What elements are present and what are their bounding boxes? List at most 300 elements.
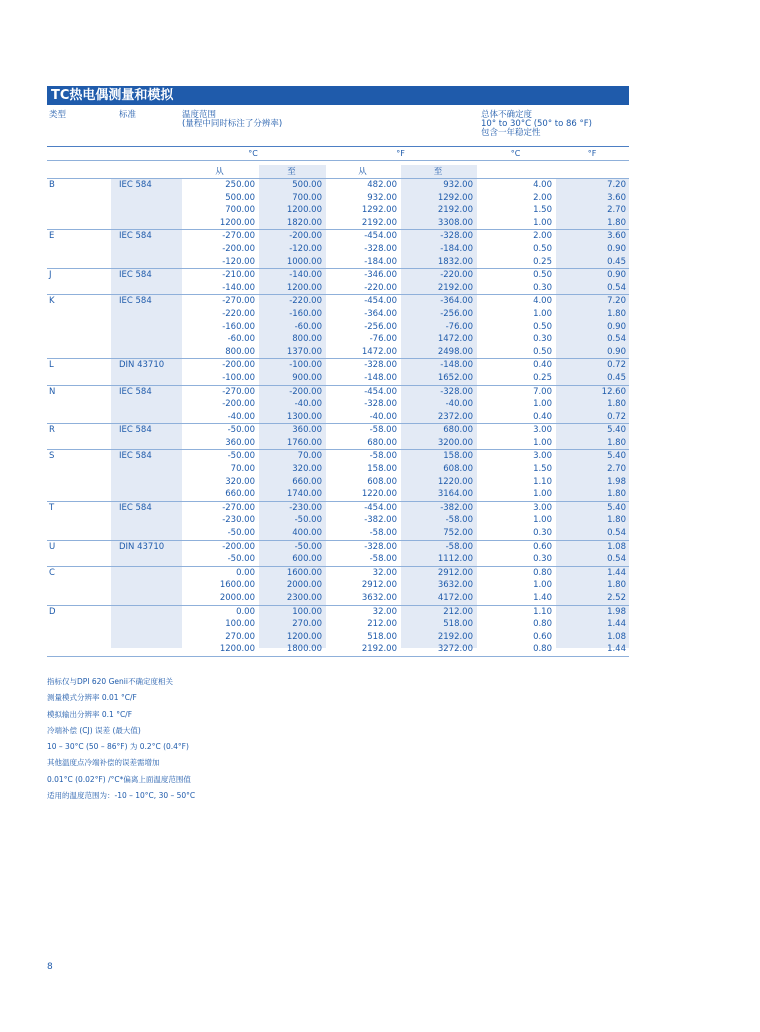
cell-unc-c: 0.60 xyxy=(533,631,552,642)
cell-unc-c: 1.50 xyxy=(533,464,552,475)
cell-f-from: 158.00 xyxy=(367,464,397,475)
table-row xyxy=(47,553,629,566)
page-number: 8 xyxy=(47,962,53,972)
cell-f-to: 2498.00 xyxy=(437,346,473,357)
table-row xyxy=(47,333,629,346)
cell-type: U xyxy=(47,540,111,553)
cell-f-from: -454.00 xyxy=(325,501,400,514)
cell-type xyxy=(47,243,111,256)
cell-unc-f: 1.80 xyxy=(607,308,626,319)
cell-unc-f: 1.98 xyxy=(555,605,629,618)
cell-c-to: -200.00 xyxy=(258,385,325,398)
cell-unc-c: 3.00 xyxy=(476,450,555,463)
cell-f-to: -148.00 xyxy=(400,359,476,372)
cell-f-from: 1472.00 xyxy=(361,346,397,357)
cell-c-from: 1200.00 xyxy=(181,643,258,656)
table-row xyxy=(47,308,629,321)
cell-f-to: 2912.00 xyxy=(400,566,476,579)
table-row xyxy=(47,217,629,230)
cell-unc-f: 1.44 xyxy=(607,619,626,630)
table-row xyxy=(47,476,629,489)
table-row xyxy=(47,527,629,540)
cell-type: B xyxy=(47,179,111,192)
cell-f-from: 1292.00 xyxy=(361,205,397,216)
cell-unc-f: 0.72 xyxy=(555,359,629,372)
cell-f-from: -58.00 xyxy=(325,450,400,463)
note-line: 冷端补偿 (CJ) 误差 (最大值) xyxy=(47,725,141,735)
cell-f-from: -76.00 xyxy=(369,334,397,345)
cell-c-from: 250.00 xyxy=(181,179,258,192)
cell-unc-f: 5.40 xyxy=(555,450,629,463)
cell-c-to: 360.00 xyxy=(258,424,325,437)
note-line: 模拟输出分辨率 0.1 °C/F xyxy=(47,709,133,719)
table-row xyxy=(47,514,629,527)
cell-f-to: -256.00 xyxy=(440,308,473,319)
cell-standard xyxy=(111,256,181,269)
cell-type xyxy=(47,476,111,489)
cell-standard: IEC 584 xyxy=(111,295,181,308)
table-row xyxy=(47,411,629,424)
cell-c-to: 1200.00 xyxy=(286,282,322,293)
cell-c-to: 2300.00 xyxy=(286,593,322,603)
cell-type xyxy=(47,437,111,450)
cell-f-to: -382.00 xyxy=(400,501,476,514)
table-row xyxy=(47,346,629,359)
table-row xyxy=(47,631,629,644)
cell-f-to: 608.00 xyxy=(443,464,473,475)
cell-c-to: 1200.00 xyxy=(286,631,322,642)
cell-type xyxy=(47,592,111,605)
cell-f-to: 2192.00 xyxy=(437,282,473,293)
cell-type: R xyxy=(47,424,111,437)
cell-unc-c: 4.00 xyxy=(476,295,555,308)
cell-f-from: -58.00 xyxy=(369,554,397,565)
cell-unc-c: 0.50 xyxy=(533,346,552,357)
cell-unc-c: 1.00 xyxy=(533,489,552,500)
cell-unc-c: 0.50 xyxy=(476,269,555,282)
cell-f-from: -328.00 xyxy=(364,399,397,410)
cell-c-to: -200.00 xyxy=(258,230,325,243)
cell-unc-f: 0.54 xyxy=(607,554,626,565)
cell-standard xyxy=(111,308,181,321)
header-range-note: (量程中同时标注了分辨率) xyxy=(182,119,283,129)
cell-c-to: -220.00 xyxy=(258,295,325,308)
cell-c-from: 2000.00 xyxy=(219,593,255,603)
cell-unc-f: 1.08 xyxy=(555,540,629,553)
cell-unc-f: 1.80 xyxy=(607,437,626,448)
cell-f-to: 1832.00 xyxy=(437,256,473,267)
cell-c-from: 500.00 xyxy=(225,192,255,203)
table-row xyxy=(47,230,629,243)
cell-standard: IEC 584 xyxy=(111,269,181,282)
cell-f-from: -454.00 xyxy=(325,230,400,243)
cell-c-from: 100.00 xyxy=(225,619,255,630)
cell-unc-f: 12.60 xyxy=(555,385,629,398)
cell-c-from: 320.00 xyxy=(225,476,255,487)
table-row xyxy=(47,243,629,256)
cell-c-from: -200.00 xyxy=(181,359,258,372)
cell-c-from: -50.00 xyxy=(181,450,258,463)
cell-standard xyxy=(111,333,181,346)
cell-f-to: 1112.00 xyxy=(437,554,473,565)
table-row xyxy=(47,179,629,192)
cell-unc-c: 1.00 xyxy=(533,437,552,448)
cell-type: D xyxy=(47,605,111,618)
header-unc-stability: 包含一年稳定性 xyxy=(481,128,541,138)
unit-unc-c-label: °C xyxy=(510,148,521,158)
note-line: 其他温度点冷端补偿的误差需增加 xyxy=(47,758,160,768)
cell-standard xyxy=(111,243,181,256)
table-row xyxy=(47,540,629,553)
cell-c-from: -50.00 xyxy=(227,554,255,565)
cell-c-to: 660.00 xyxy=(292,476,322,487)
table-row xyxy=(47,321,629,334)
cell-type xyxy=(47,618,111,631)
table-row xyxy=(47,592,629,605)
cell-c-from: 1200.00 xyxy=(219,217,255,228)
cell-standard xyxy=(111,643,181,656)
cell-c-to: -50.00 xyxy=(258,540,325,553)
cell-f-to: 752.00 xyxy=(443,528,473,539)
cell-unc-c: 0.80 xyxy=(533,619,552,630)
cell-standard xyxy=(111,605,181,618)
cell-type xyxy=(47,631,111,644)
cell-unc-f: 1.80 xyxy=(607,489,626,500)
table-row xyxy=(47,463,629,476)
note-line: 适用的温度范围为：-10 – 10°C, 30 – 50°C xyxy=(47,791,196,801)
cell-unc-c: 0.30 xyxy=(533,334,552,345)
cell-unc-f: 7.20 xyxy=(555,295,629,308)
table-row xyxy=(47,295,629,308)
to-f-label: 至 xyxy=(433,167,443,177)
cell-c-to: 1800.00 xyxy=(258,643,325,656)
cell-unc-c: 0.50 xyxy=(533,243,552,254)
table-row xyxy=(47,437,629,450)
unit-header-row xyxy=(47,147,629,159)
cell-standard: IEC 584 xyxy=(111,501,181,514)
cell-f-to: 3200.00 xyxy=(437,437,473,448)
cell-unc-f: 0.54 xyxy=(607,528,626,539)
cell-c-from: -160.00 xyxy=(222,321,255,332)
cell-c-to: 1760.00 xyxy=(286,437,322,448)
cell-f-from: 608.00 xyxy=(367,476,397,487)
cell-c-to: 2000.00 xyxy=(286,580,322,591)
cell-type xyxy=(47,217,111,230)
cell-type xyxy=(47,333,111,346)
header-temperature-range xyxy=(182,111,282,129)
cell-c-to: -120.00 xyxy=(289,243,322,254)
cell-standard: IEC 584 xyxy=(111,450,181,463)
cell-standard xyxy=(111,398,181,411)
table-row xyxy=(47,204,629,217)
cell-unc-c: 0.50 xyxy=(533,321,552,332)
cell-f-to: -58.00 xyxy=(445,515,473,526)
cell-c-to: -230.00 xyxy=(258,501,325,514)
cell-unc-f: 0.90 xyxy=(607,346,626,357)
cell-f-to: 680.00 xyxy=(400,424,476,437)
cell-c-to: 500.00 xyxy=(258,179,325,192)
cell-unc-f: 0.90 xyxy=(555,269,629,282)
cell-f-to: 2192.00 xyxy=(437,631,473,642)
cell-c-from: -40.00 xyxy=(227,411,255,422)
cell-unc-f: 5.40 xyxy=(555,501,629,514)
cell-unc-c: 1.00 xyxy=(533,515,552,526)
cell-unc-f: 0.90 xyxy=(607,243,626,254)
cell-c-from: 0.00 xyxy=(181,566,258,579)
unit-f-label: °F xyxy=(396,148,405,158)
cell-f-from: -256.00 xyxy=(364,321,397,332)
cell-unc-c: 0.25 xyxy=(533,256,552,267)
cell-unc-c: 0.30 xyxy=(533,528,552,539)
cell-unc-c: 1.10 xyxy=(476,605,555,618)
cell-f-from: -40.00 xyxy=(369,411,397,422)
table-row xyxy=(47,256,629,269)
from-f-label: 从 xyxy=(358,167,367,177)
cell-c-to: 1300.00 xyxy=(286,411,322,422)
cell-f-to: 3308.00 xyxy=(437,217,473,228)
cell-standard xyxy=(111,553,181,566)
cell-type xyxy=(47,463,111,476)
cell-unc-f: 0.54 xyxy=(607,334,626,345)
cell-type: E xyxy=(47,230,111,243)
cell-c-from: 70.00 xyxy=(230,464,255,475)
cell-f-from: 2192.00 xyxy=(325,643,400,656)
to-c-label: 至 xyxy=(287,167,296,177)
cell-c-to: 800.00 xyxy=(292,334,322,345)
cell-unc-f: 0.90 xyxy=(607,321,626,332)
cell-f-from: -58.00 xyxy=(325,424,400,437)
cell-unc-c: 1.50 xyxy=(533,205,552,216)
cell-unc-c: 2.00 xyxy=(476,230,555,243)
cell-c-from: -270.00 xyxy=(181,385,258,398)
cell-f-to: 518.00 xyxy=(443,619,473,630)
cell-c-from: 700.00 xyxy=(225,205,255,216)
cell-standard xyxy=(111,527,181,540)
header-uncertainty xyxy=(481,111,592,138)
cell-type xyxy=(47,256,111,269)
cell-f-to: 932.00 xyxy=(400,179,476,192)
cell-unc-f: 2.70 xyxy=(607,205,626,216)
cell-type: J xyxy=(47,269,111,282)
cell-f-to: 2192.00 xyxy=(437,205,473,216)
table-row xyxy=(47,488,629,501)
cell-unc-c: 0.40 xyxy=(533,411,552,422)
cell-type xyxy=(47,411,111,424)
cell-type xyxy=(47,488,111,501)
cell-f-from: 932.00 xyxy=(367,192,397,203)
table-row xyxy=(47,282,629,295)
cell-c-from: -200.00 xyxy=(222,399,255,410)
cell-f-to: 1220.00 xyxy=(437,476,473,487)
cell-type: N xyxy=(47,385,111,398)
cell-f-to: 158.00 xyxy=(400,450,476,463)
cell-unc-f: 0.45 xyxy=(607,256,626,267)
cell-standard xyxy=(111,631,181,644)
cell-c-from: -60.00 xyxy=(227,334,255,345)
cell-c-to: 1200.00 xyxy=(286,205,322,216)
note-line: 测量模式分辨率 0.01 °C/F xyxy=(47,693,137,703)
cell-standard xyxy=(111,411,181,424)
cell-c-to: -50.00 xyxy=(294,515,322,526)
table-row xyxy=(47,398,629,411)
cell-standard: IEC 584 xyxy=(111,424,181,437)
cell-unc-f: 0.54 xyxy=(607,282,626,293)
cell-f-to: 1652.00 xyxy=(437,372,473,383)
cell-standard xyxy=(111,514,181,527)
cell-c-to: -60.00 xyxy=(294,321,322,332)
cell-unc-c: 0.40 xyxy=(476,359,555,372)
cell-standard xyxy=(111,618,181,631)
header-standard: 标准 xyxy=(119,110,137,120)
cell-type: K xyxy=(47,295,111,308)
cell-c-from: 1600.00 xyxy=(219,580,255,591)
cell-type xyxy=(47,553,111,566)
cell-unc-f: 1.44 xyxy=(555,566,629,579)
table-row xyxy=(47,424,629,437)
cell-f-from: -328.00 xyxy=(325,540,400,553)
cell-c-to: 700.00 xyxy=(292,192,322,203)
cell-c-to: 320.00 xyxy=(292,464,322,475)
cell-c-to: 100.00 xyxy=(258,605,325,618)
cell-unc-f: 1.80 xyxy=(607,217,626,228)
cell-c-from: -210.00 xyxy=(181,269,258,282)
cell-unc-c: 1.00 xyxy=(533,308,552,319)
cell-c-from: 0.00 xyxy=(181,605,258,618)
cell-type: L xyxy=(47,359,111,372)
cell-unc-f: 1.08 xyxy=(607,631,626,642)
unit-c-label: °C xyxy=(248,148,258,158)
cell-standard xyxy=(111,346,181,359)
cell-type xyxy=(47,579,111,592)
cell-f-from: 1220.00 xyxy=(361,489,397,500)
from-c-label: 从 xyxy=(215,167,224,177)
cell-c-to: 1000.00 xyxy=(286,256,322,267)
table-row xyxy=(47,192,629,205)
cell-unc-c: 4.00 xyxy=(476,179,555,192)
cell-f-to: 3272.00 xyxy=(400,643,476,656)
cell-f-to: -328.00 xyxy=(400,385,476,398)
cell-unc-c: 0.80 xyxy=(476,643,555,656)
thermocouple-table xyxy=(47,178,629,657)
cell-unc-f: 0.72 xyxy=(607,411,626,422)
cell-f-from: 32.00 xyxy=(325,605,400,618)
cell-unc-f: 5.40 xyxy=(555,424,629,437)
header-type: 类型 xyxy=(49,110,67,120)
header-range-title: 温度范围 xyxy=(182,110,217,120)
note-line: 10 – 30°C (50 – 86°F) 为 0.2°C (0.4°F) xyxy=(47,742,189,752)
cell-type xyxy=(47,643,111,656)
cell-c-from: -200.00 xyxy=(222,243,255,254)
cell-f-to: 4172.00 xyxy=(437,593,473,603)
cell-standard xyxy=(111,282,181,295)
cell-c-from: 360.00 xyxy=(225,437,255,448)
cell-unc-c: 1.00 xyxy=(533,217,552,228)
cell-c-from: 270.00 xyxy=(225,631,255,642)
cell-c-to: 1820.00 xyxy=(286,217,322,228)
cell-unc-c: 7.00 xyxy=(476,385,555,398)
cell-f-to: -220.00 xyxy=(400,269,476,282)
cell-unc-f: 0.45 xyxy=(607,372,626,383)
cell-c-to: 1740.00 xyxy=(286,489,322,500)
cell-c-to: 1370.00 xyxy=(286,346,322,357)
cell-unc-f: 1.44 xyxy=(555,643,629,656)
cell-f-from: 680.00 xyxy=(367,437,397,448)
cell-unc-f: 2.70 xyxy=(607,464,626,475)
cell-c-from: -200.00 xyxy=(181,540,258,553)
cell-unc-f: 1.80 xyxy=(607,399,626,410)
cell-f-to: -328.00 xyxy=(400,230,476,243)
table-row xyxy=(47,566,629,579)
cell-f-to: 3632.00 xyxy=(437,580,473,591)
cell-standard: DIN 43710 xyxy=(111,540,181,553)
cell-unc-c: 0.30 xyxy=(533,282,552,293)
cell-standard xyxy=(111,463,181,476)
cell-f-from: 2192.00 xyxy=(361,217,397,228)
cell-unc-c: 1.00 xyxy=(533,399,552,410)
cell-type xyxy=(47,321,111,334)
cell-f-from: 212.00 xyxy=(367,619,397,630)
cell-unc-c: 3.00 xyxy=(476,424,555,437)
cell-f-from: 518.00 xyxy=(367,631,397,642)
cell-standard xyxy=(111,217,181,230)
cell-unc-c: 0.80 xyxy=(476,566,555,579)
table-row xyxy=(47,643,629,656)
cell-standard: DIN 43710 xyxy=(111,359,181,372)
cell-unc-f: 1.80 xyxy=(607,580,626,591)
cell-c-from: -270.00 xyxy=(181,295,258,308)
table-title: TC热电偶测量和模拟 xyxy=(47,86,629,105)
cell-f-from: -220.00 xyxy=(364,282,397,293)
cell-f-from: -58.00 xyxy=(369,528,397,539)
cell-c-from: -50.00 xyxy=(181,424,258,437)
cell-f-to: 1292.00 xyxy=(437,192,473,203)
cell-unc-c: 1.00 xyxy=(533,580,552,591)
cell-standard xyxy=(111,488,181,501)
cell-f-from: -382.00 xyxy=(364,515,397,526)
cell-f-to: 1472.00 xyxy=(437,334,473,345)
cell-standard xyxy=(111,321,181,334)
cell-f-to: -58.00 xyxy=(400,540,476,553)
cell-f-from: -346.00 xyxy=(325,269,400,282)
cell-unc-c: 0.25 xyxy=(533,372,552,383)
cell-standard xyxy=(111,437,181,450)
cell-f-from: 3632.00 xyxy=(361,593,397,603)
cell-type xyxy=(47,282,111,295)
cell-f-from: -328.00 xyxy=(364,243,397,254)
cell-type: T xyxy=(47,501,111,514)
cell-c-from: -50.00 xyxy=(227,528,255,539)
cell-type: C xyxy=(47,566,111,579)
cell-c-from: -120.00 xyxy=(222,256,255,267)
table-row xyxy=(47,501,629,514)
cell-unc-c: 2.00 xyxy=(533,192,552,203)
cell-standard xyxy=(111,579,181,592)
cell-f-to: -184.00 xyxy=(440,243,473,254)
cell-c-to: 1600.00 xyxy=(258,566,325,579)
table-row xyxy=(47,359,629,372)
cell-c-to: -160.00 xyxy=(289,308,322,319)
cell-standard xyxy=(111,592,181,605)
notes xyxy=(47,674,195,804)
cell-c-to: 900.00 xyxy=(292,372,322,383)
cell-c-from: -270.00 xyxy=(181,501,258,514)
header-unc-condition: 10° to 30°C (50° to 86 °F) xyxy=(481,119,592,129)
cell-unc-f: 1.98 xyxy=(607,476,626,487)
cell-unc-c: 0.30 xyxy=(533,554,552,565)
cell-unc-c: 0.60 xyxy=(476,540,555,553)
cell-c-to: 70.00 xyxy=(258,450,325,463)
cell-unc-f: 3.60 xyxy=(555,230,629,243)
